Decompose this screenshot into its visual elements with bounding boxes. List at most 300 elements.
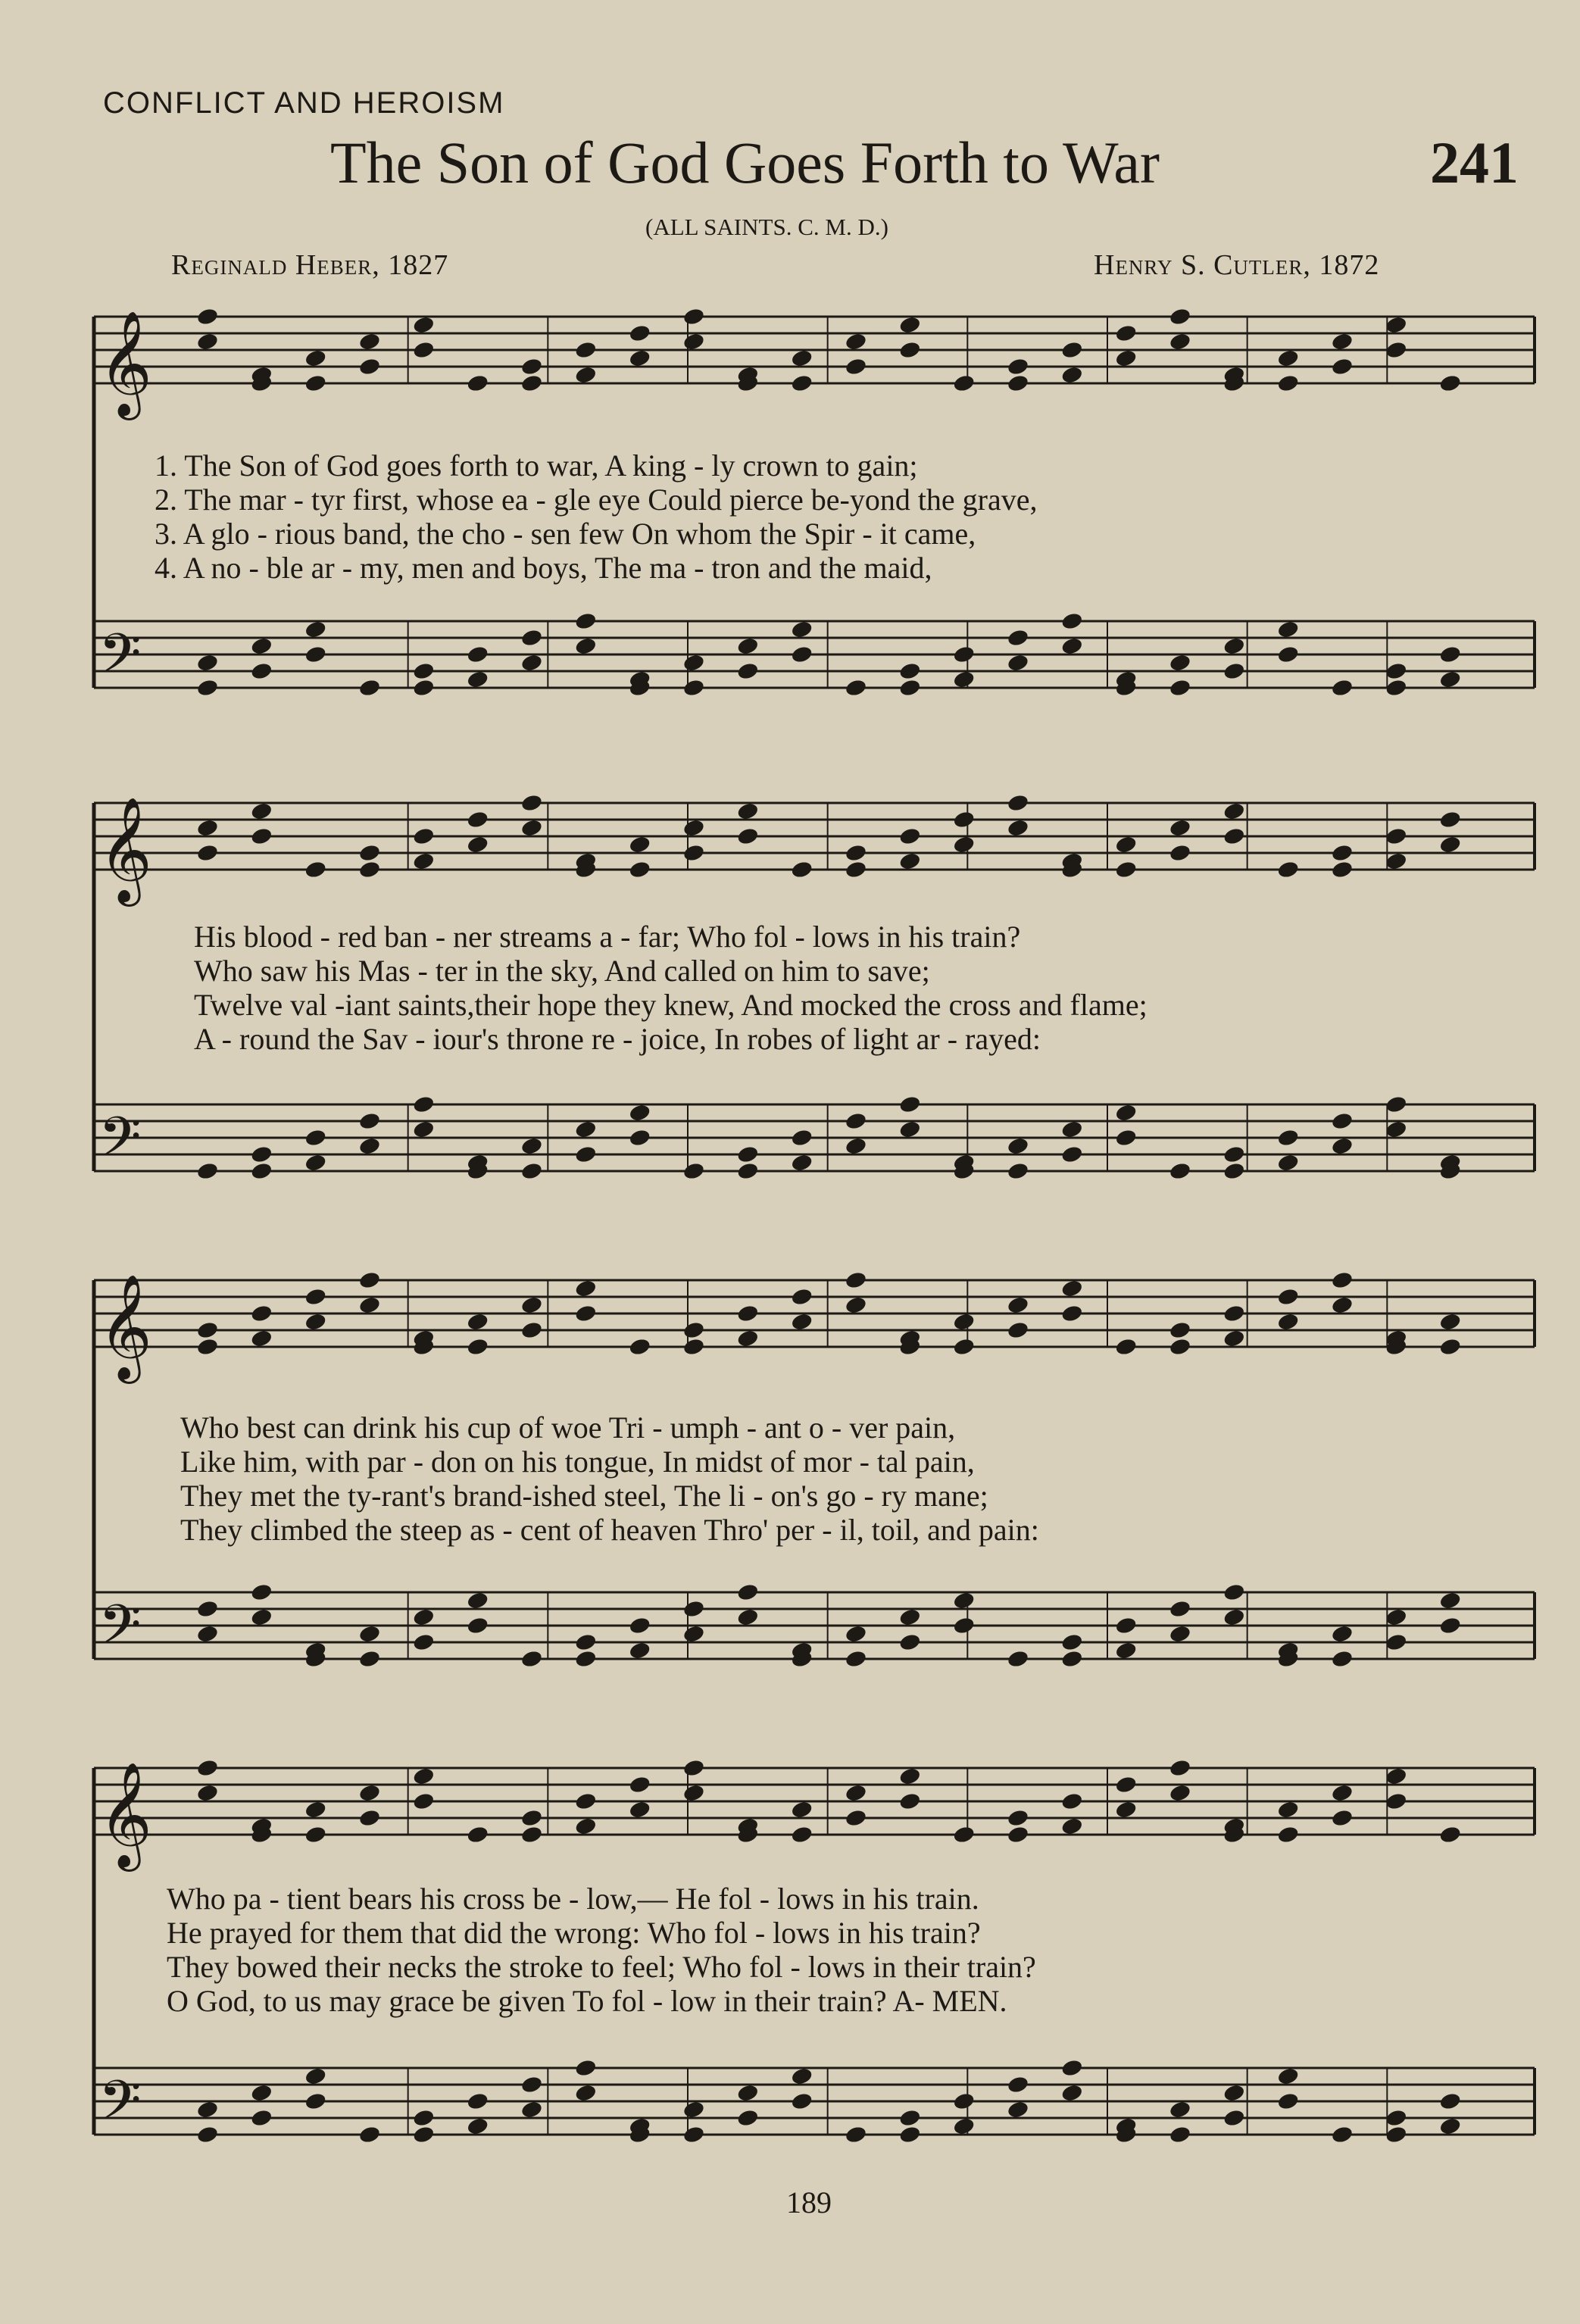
- note-head: [682, 843, 706, 863]
- note-head: [1114, 860, 1138, 879]
- note-head: [520, 1136, 544, 1156]
- note-head: [1438, 1337, 1462, 1357]
- note-head: [466, 645, 489, 664]
- note-head: [1169, 332, 1192, 351]
- note-head: [628, 1775, 651, 1795]
- note-head: [358, 843, 382, 863]
- lyric-line: Twelve val -iant saints,their hope they knew, And mocked the cross and flame;: [194, 988, 1148, 1022]
- note-head: [358, 1136, 382, 1156]
- note-head: [1114, 1641, 1138, 1660]
- note-head: [574, 1632, 598, 1652]
- note-head: [1385, 1095, 1408, 1114]
- note-head: [1222, 2108, 1246, 2128]
- note-head: [898, 1791, 922, 1811]
- clef-glyph: 𝄞: [98, 1274, 152, 1379]
- clef-glyph: 𝄞: [98, 797, 152, 902]
- note-head: [1169, 1337, 1192, 1357]
- note-head: [790, 373, 813, 393]
- note-head: [1331, 357, 1354, 376]
- note-head: [628, 860, 651, 879]
- note-head: [574, 2083, 598, 2103]
- note-head: [1222, 1582, 1246, 1602]
- note-head: [1007, 357, 1030, 376]
- note-head: [1007, 628, 1030, 648]
- clef-glyph: 𝄞: [98, 1762, 152, 1867]
- note-head: [1438, 1825, 1462, 1845]
- note-head: [358, 860, 382, 879]
- note-head: [1438, 1616, 1462, 1635]
- note-head: [952, 1591, 976, 1610]
- note-head: [1169, 653, 1192, 673]
- note-head: [1222, 1607, 1246, 1627]
- note-head: [1276, 373, 1300, 393]
- note-head: [790, 645, 813, 664]
- note-head: [1438, 810, 1462, 829]
- note-head: [574, 1120, 598, 1139]
- note-head: [1222, 2083, 1246, 2103]
- note-head: [1438, 835, 1462, 854]
- note-head: [845, 332, 868, 351]
- note-head: [1276, 1825, 1300, 1845]
- note-head: [358, 1783, 382, 1803]
- note-head: [736, 1607, 760, 1627]
- note-head: [1169, 1161, 1192, 1181]
- note-head: [574, 1279, 598, 1298]
- note-head: [520, 818, 544, 838]
- note-head: [1007, 1808, 1030, 1828]
- note-head: [358, 678, 382, 698]
- note-head: [1169, 843, 1192, 863]
- note-head: [1060, 1791, 1084, 1811]
- note-head: [682, 332, 706, 351]
- lyric-line: Like him, with par - don on his tongue, In midst of mor - tal pain,: [180, 1445, 975, 1479]
- note-head: [1276, 1800, 1300, 1820]
- note-head: [898, 1607, 922, 1627]
- note-head: [1222, 801, 1246, 821]
- note-head: [952, 1337, 976, 1357]
- note-head: [466, 1591, 489, 1610]
- lyric-line: Who pa - tient bears his cross be - low,— He fol - lows in his train.: [167, 1882, 979, 1916]
- note-head: [1114, 323, 1138, 343]
- note-head: [1331, 2125, 1354, 2144]
- note-head: [628, 1128, 651, 1148]
- note-head: [250, 826, 273, 846]
- note-head: [412, 851, 436, 871]
- note-head: [250, 1145, 273, 1164]
- note-head: [304, 1800, 327, 1820]
- note-head: [1169, 2100, 1192, 2119]
- note-head: [574, 1816, 598, 1836]
- note-head: [790, 1800, 813, 1820]
- note-head: [520, 628, 544, 648]
- note-head: [304, 620, 327, 639]
- lyric-line: 3. A glo - rious band, the cho - sen few On whom the Spir - it came,: [155, 517, 976, 551]
- note-head: [790, 348, 813, 368]
- note-head: [790, 1312, 813, 1332]
- note-head: [520, 2100, 544, 2119]
- note-head: [520, 1808, 544, 1828]
- note-head: [196, 2125, 220, 2144]
- note-head: [466, 1825, 489, 1845]
- note-head: [304, 1153, 327, 1173]
- note-head: [1169, 1783, 1192, 1803]
- note-head: [1007, 2100, 1030, 2119]
- note-head: [1331, 1295, 1354, 1315]
- note-head: [196, 818, 220, 838]
- note-head: [1222, 1161, 1246, 1181]
- note-head: [196, 307, 220, 326]
- note-head: [1331, 843, 1354, 863]
- note-head: [1060, 1632, 1084, 1652]
- note-head: [952, 645, 976, 664]
- note-head: [1007, 1295, 1030, 1315]
- note-head: [304, 645, 327, 664]
- note-head: [196, 1161, 220, 1181]
- note-head: [304, 860, 327, 879]
- lyric-line: Who best can drink his cup of woe Tri - umph - ant o - ver pain,: [180, 1410, 956, 1445]
- note-head: [1385, 1632, 1408, 1652]
- note-head: [898, 1095, 922, 1114]
- lyric-line: 2. The mar - tyr first, whose ea - gle eye Could pierce be-yond the grave,: [155, 483, 1038, 517]
- lyrics-system-2: [194, 920, 1148, 1056]
- note-head: [1222, 636, 1246, 656]
- note-head: [250, 801, 273, 821]
- note-head: [1007, 1136, 1030, 1156]
- note-head: [628, 1616, 651, 1635]
- note-head: [790, 1128, 813, 1148]
- note-head: [412, 826, 436, 846]
- note-head: [682, 1758, 706, 1778]
- note-head: [196, 843, 220, 863]
- note-head: [412, 1607, 436, 1627]
- note-head: [520, 1825, 544, 1845]
- note-head: [412, 678, 436, 698]
- note-head: [628, 1800, 651, 1820]
- note-head: [412, 1791, 436, 1811]
- lyric-line: O God, to us may grace be given To fol - low in their train? A- MEN.: [167, 1984, 1007, 2018]
- note-head: [250, 1607, 273, 1627]
- note-head: [466, 810, 489, 829]
- note-head: [1331, 1270, 1354, 1290]
- note-head: [1331, 1649, 1354, 1669]
- note-head: [628, 835, 651, 854]
- note-head: [574, 340, 598, 360]
- lyrics-system-3: [180, 1410, 1039, 1547]
- note-head: [412, 1632, 436, 1652]
- note-head: [196, 1624, 220, 1644]
- note-head: [304, 2091, 327, 2111]
- note-head: [196, 2100, 220, 2119]
- note-head: [952, 670, 976, 689]
- note-head: [1060, 1649, 1084, 1669]
- note-head: [628, 1641, 651, 1660]
- note-head: [736, 661, 760, 681]
- note-head: [1385, 1766, 1408, 1786]
- note-head: [736, 1161, 760, 1181]
- note-head: [1060, 2083, 1084, 2103]
- note-head: [1438, 2091, 1462, 2111]
- note-head: [412, 1095, 436, 1114]
- note-head: [196, 1320, 220, 1340]
- note-head: [196, 653, 220, 673]
- note-head: [682, 818, 706, 838]
- note-head: [520, 653, 544, 673]
- note-head: [1114, 348, 1138, 368]
- note-head: [304, 1825, 327, 1845]
- note-head: [574, 365, 598, 385]
- lyric-line: 4. A no - ble ar - my, men and boys, The ma - tron and the maid,: [155, 551, 932, 585]
- note-head: [1331, 332, 1354, 351]
- lyric-line: They met the ty-rant's brand-ished steel, The li - on's go - ry mane;: [180, 1479, 988, 1513]
- note-head: [574, 611, 598, 631]
- note-head: [898, 678, 922, 698]
- note-head: [1385, 851, 1408, 871]
- note-head: [952, 2091, 976, 2111]
- note-head: [358, 1649, 382, 1669]
- note-head: [898, 661, 922, 681]
- note-head: [196, 1783, 220, 1803]
- note-head: [845, 1111, 868, 1131]
- note-head: [1060, 1304, 1084, 1323]
- note-head: [682, 653, 706, 673]
- note-head: [898, 826, 922, 846]
- note-head: [1331, 1624, 1354, 1644]
- note-head: [412, 661, 436, 681]
- note-head: [1060, 2058, 1084, 2078]
- note-head: [358, 2125, 382, 2144]
- note-head: [1169, 1624, 1192, 1644]
- note-head: [1114, 1103, 1138, 1123]
- note-head: [898, 1766, 922, 1786]
- note-head: [466, 2116, 489, 2136]
- note-head: [520, 357, 544, 376]
- note-head: [304, 2066, 327, 2086]
- note-head: [1060, 1120, 1084, 1139]
- note-head: [250, 1304, 273, 1323]
- note-head: [845, 1624, 868, 1644]
- note-head: [196, 678, 220, 698]
- note-head: [736, 1329, 760, 1348]
- note-head: [574, 1791, 598, 1811]
- note-head: [1114, 1128, 1138, 1148]
- page-number: 189: [786, 2185, 832, 2219]
- note-head: [412, 2108, 436, 2128]
- note-head: [520, 1649, 544, 1669]
- note-head: [520, 1320, 544, 1340]
- note-head: [250, 1329, 273, 1348]
- note-head: [304, 373, 327, 393]
- tune-name: (ALL SAINTS. C. M. D.): [645, 214, 888, 240]
- note-head: [1276, 348, 1300, 368]
- note-head: [1169, 1599, 1192, 1619]
- note-head: [736, 636, 760, 656]
- note-head: [520, 373, 544, 393]
- note-head: [1114, 835, 1138, 854]
- note-head: [466, 2091, 489, 2111]
- note-head: [736, 1145, 760, 1164]
- note-head: [1331, 1111, 1354, 1131]
- note-head: [1007, 373, 1030, 393]
- note-head: [1438, 373, 1462, 393]
- note-head: [898, 1632, 922, 1652]
- note-head: [898, 2125, 922, 2144]
- lyric-line: They bowed their necks the stroke to feel; Who fol - lows in their train?: [167, 1950, 1036, 1984]
- note-head: [952, 810, 976, 829]
- note-head: [1276, 2091, 1300, 2111]
- composer-credit: Henry S. Cutler, 1872: [1094, 249, 1380, 281]
- note-head: [520, 2075, 544, 2094]
- note-head: [412, 340, 436, 360]
- note-head: [466, 1616, 489, 1635]
- note-head: [1331, 1808, 1354, 1828]
- note-head: [1385, 340, 1408, 360]
- clef-glyph: 𝄢: [98, 2068, 142, 2146]
- note-head: [1007, 1320, 1030, 1340]
- lyric-line: His blood - red ban - ner streams a - far; Who fol - lows in his train?: [194, 920, 1021, 954]
- note-head: [682, 678, 706, 698]
- note-head: [574, 1649, 598, 1669]
- note-head: [1276, 1153, 1300, 1173]
- note-head: [466, 835, 489, 854]
- note-head: [682, 307, 706, 326]
- note-head: [952, 2116, 976, 2136]
- note-head: [845, 1270, 868, 1290]
- note-head: [790, 620, 813, 639]
- note-head: [952, 1616, 976, 1635]
- note-head: [1060, 1279, 1084, 1298]
- note-head: [845, 860, 868, 879]
- note-head: [736, 1304, 760, 1323]
- note-head: [250, 1582, 273, 1602]
- note-head: [1007, 1649, 1030, 1669]
- note-head: [574, 636, 598, 656]
- note-head: [790, 1153, 813, 1173]
- note-head: [952, 835, 976, 854]
- note-head: [736, 2083, 760, 2103]
- note-head: [898, 340, 922, 360]
- note-head: [1276, 1312, 1300, 1332]
- note-head: [628, 323, 651, 343]
- note-head: [1331, 1783, 1354, 1803]
- note-head: [358, 1808, 382, 1828]
- note-head: [736, 826, 760, 846]
- note-head: [1276, 1287, 1300, 1307]
- note-head: [682, 1337, 706, 1357]
- note-head: [574, 2058, 598, 2078]
- note-head: [1331, 678, 1354, 698]
- note-head: [1385, 661, 1408, 681]
- note-head: [628, 348, 651, 368]
- note-head: [790, 2066, 813, 2086]
- note-head: [1438, 1312, 1462, 1332]
- note-head: [952, 1312, 976, 1332]
- note-head: [196, 1599, 220, 1619]
- note-head: [1007, 793, 1030, 813]
- note-head: [1385, 826, 1408, 846]
- note-head: [520, 1295, 544, 1315]
- lyric-line: A - round the Sav - iour's throne re - joice, In robes of light ar - rayed:: [194, 1022, 1041, 1056]
- note-head: [412, 1120, 436, 1139]
- note-head: [1385, 678, 1408, 698]
- note-head: [1007, 818, 1030, 838]
- note-head: [1060, 365, 1084, 385]
- note-head: [250, 1161, 273, 1181]
- note-head: [682, 1320, 706, 1340]
- note-head: [682, 2125, 706, 2144]
- note-head: [304, 1128, 327, 1148]
- note-head: [1169, 1320, 1192, 1340]
- note-head: [1060, 340, 1084, 360]
- note-head: [1385, 2108, 1408, 2128]
- note-head: [1169, 2125, 1192, 2144]
- note-head: [845, 1808, 868, 1828]
- note-head: [1007, 653, 1030, 673]
- note-head: [1438, 2116, 1462, 2136]
- note-head: [1169, 307, 1192, 326]
- note-head: [898, 315, 922, 335]
- lyrics-system-4: [167, 1882, 1036, 2018]
- note-head: [358, 332, 382, 351]
- note-head: [790, 1287, 813, 1307]
- note-head: [682, 2100, 706, 2119]
- note-head: [1385, 1120, 1408, 1139]
- note-head: [1169, 818, 1192, 838]
- note-head: [1169, 678, 1192, 698]
- note-head: [1007, 1825, 1030, 1845]
- note-head: [466, 1312, 489, 1332]
- note-head: [845, 1649, 868, 1669]
- note-head: [1060, 611, 1084, 631]
- note-head: [736, 1582, 760, 1602]
- note-head: [1114, 1775, 1138, 1795]
- note-head: [1385, 315, 1408, 335]
- note-head: [1222, 1304, 1246, 1323]
- note-head: [250, 2083, 273, 2103]
- lyric-line: 1. The Son of God goes forth to war, A king - ly crown to gain;: [155, 448, 918, 483]
- note-head: [952, 373, 976, 393]
- lyrics-system-1: [155, 448, 1038, 585]
- hymn-title: The Son of God Goes Forth to War: [330, 130, 1160, 195]
- note-head: [1007, 1161, 1030, 1181]
- note-head: [250, 661, 273, 681]
- note-head: [1438, 645, 1462, 664]
- note-head: [845, 1783, 868, 1803]
- note-head: [1222, 661, 1246, 681]
- note-head: [466, 373, 489, 393]
- note-head: [358, 1624, 382, 1644]
- note-head: [1007, 2075, 1030, 2094]
- note-head: [952, 1825, 976, 1845]
- note-head: [898, 851, 922, 871]
- clef-glyph: 𝄢: [98, 1592, 142, 1670]
- note-head: [1060, 1145, 1084, 1164]
- note-head: [790, 860, 813, 879]
- lyric-line: He prayed for them that did the wrong: Who fol - lows in his train?: [167, 1916, 981, 1950]
- note-head: [845, 1136, 868, 1156]
- note-head: [304, 1287, 327, 1307]
- note-head: [682, 1624, 706, 1644]
- note-head: [1276, 645, 1300, 664]
- note-head: [682, 1161, 706, 1181]
- note-head: [628, 1103, 651, 1123]
- lyric-line: They climbed the steep as - cent of heaven Thro' per - il, toil, and pain:: [180, 1513, 1039, 1547]
- note-head: [1385, 2125, 1408, 2144]
- note-head: [1438, 670, 1462, 689]
- note-head: [412, 1766, 436, 1786]
- note-head: [1276, 1128, 1300, 1148]
- note-head: [412, 315, 436, 335]
- clef-glyph: 𝄢: [98, 621, 142, 699]
